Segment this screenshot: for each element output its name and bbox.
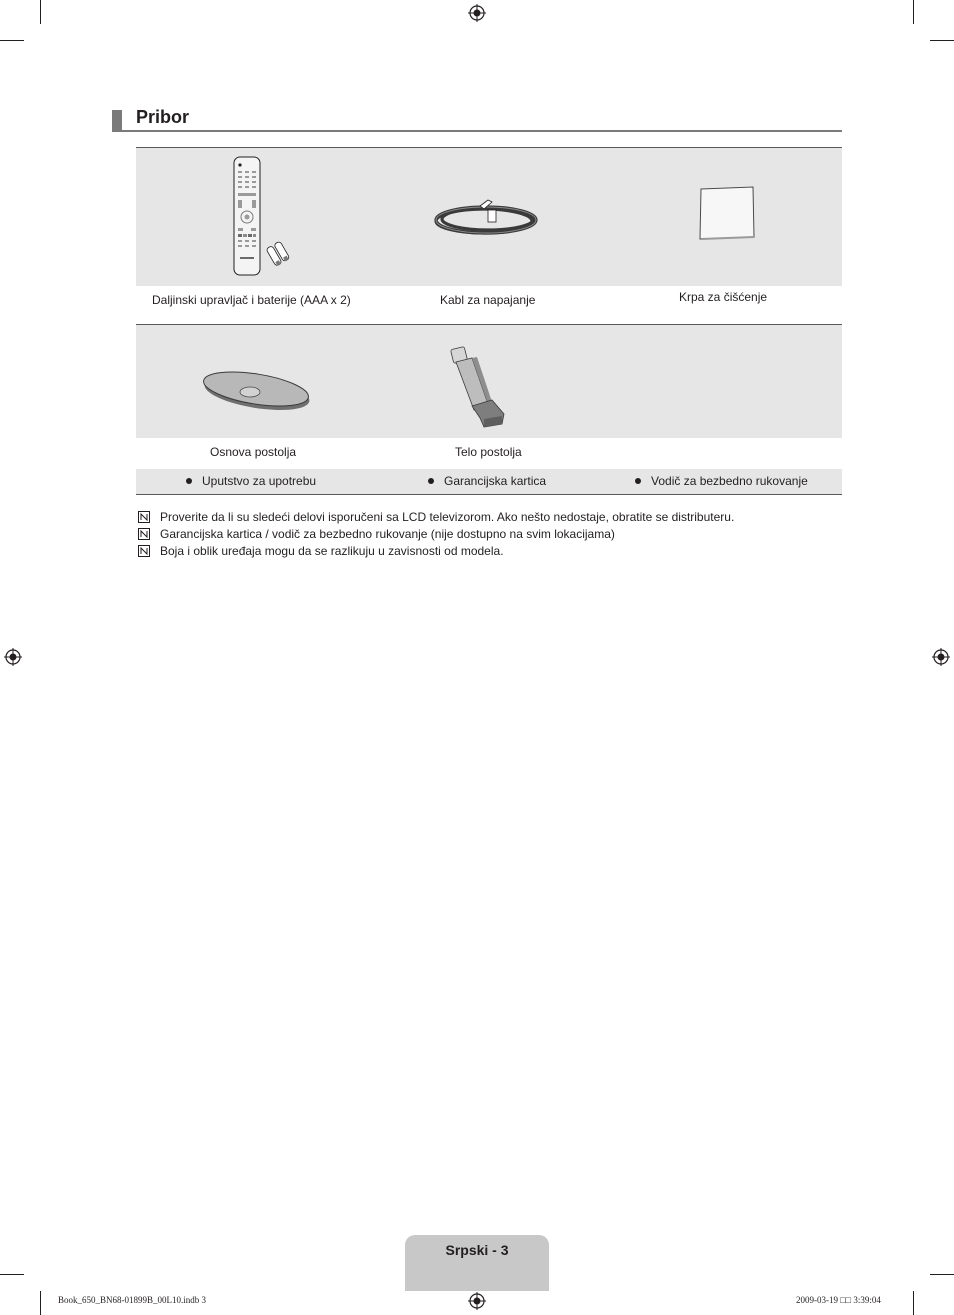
bullet-icon: [428, 478, 434, 484]
note-icon: [138, 528, 150, 540]
note-icon: [138, 545, 150, 557]
registration-mark-icon: [4, 648, 22, 666]
registration-mark-icon: [468, 1292, 486, 1310]
crop-mark: [40, 1291, 41, 1315]
crop-mark: [913, 0, 914, 24]
file-slug: Book_650_BN68-01899B_00L10.indb 3: [58, 1295, 207, 1305]
caption-stand-base: Osnova postolja: [210, 445, 297, 459]
section-title-marker: [112, 110, 122, 131]
remote-control-icon: [228, 155, 294, 279]
caption-cleaning-cloth: Krpa za čišćenje: [679, 290, 768, 304]
crop-mark: [40, 0, 41, 24]
bullet-icon: [186, 478, 192, 484]
section-title: Pribor: [136, 107, 190, 127]
caption-remote: Daljinski upravljač i baterije (AAA x 2): [152, 293, 351, 307]
table-bottom-rule: [136, 494, 842, 495]
page-number: Srpski - 3: [445, 1242, 509, 1258]
note-item: Garancijska kartica / vodič za bezbedno rukovanje (nije dostupno na svim lokacijama): [138, 527, 615, 541]
crop-mark: [930, 1274, 954, 1275]
crop-mark: [0, 1274, 24, 1275]
stand-base-icon: [200, 364, 314, 414]
cleaning-cloth-icon: [697, 186, 757, 242]
print-timestamp: 2009-03-19 □□ 3:39:04: [796, 1295, 881, 1305]
stand-body-icon: [446, 344, 510, 430]
caption-power-cord: Kabl za napajanje: [440, 293, 536, 307]
document-item: Uputstvo za upotrebu: [186, 474, 316, 488]
document-item: Garancijska kartica: [428, 474, 546, 488]
registration-mark-icon: [932, 648, 950, 666]
note-icon: [138, 511, 150, 523]
crop-mark: [930, 40, 954, 41]
note-item: Boja i oblik uređaja mogu da se razlikuju u zavisnosti od modela.: [138, 544, 504, 558]
registration-mark-icon: [468, 4, 486, 22]
power-cord-icon: [430, 196, 542, 244]
bullet-icon: [635, 478, 641, 484]
document-item: Vodič za bezbedno rukovanje: [635, 474, 808, 488]
caption-stand-body: Telo postolja: [455, 445, 522, 459]
section-divider: [112, 130, 842, 132]
crop-mark: [0, 40, 24, 41]
crop-mark: [913, 1291, 914, 1315]
note-item: Proverite da li su sledeći delovi isporučeni sa LCD televizorom. Ako nešto nedostaje, obratite se distributeru.: [138, 510, 734, 524]
